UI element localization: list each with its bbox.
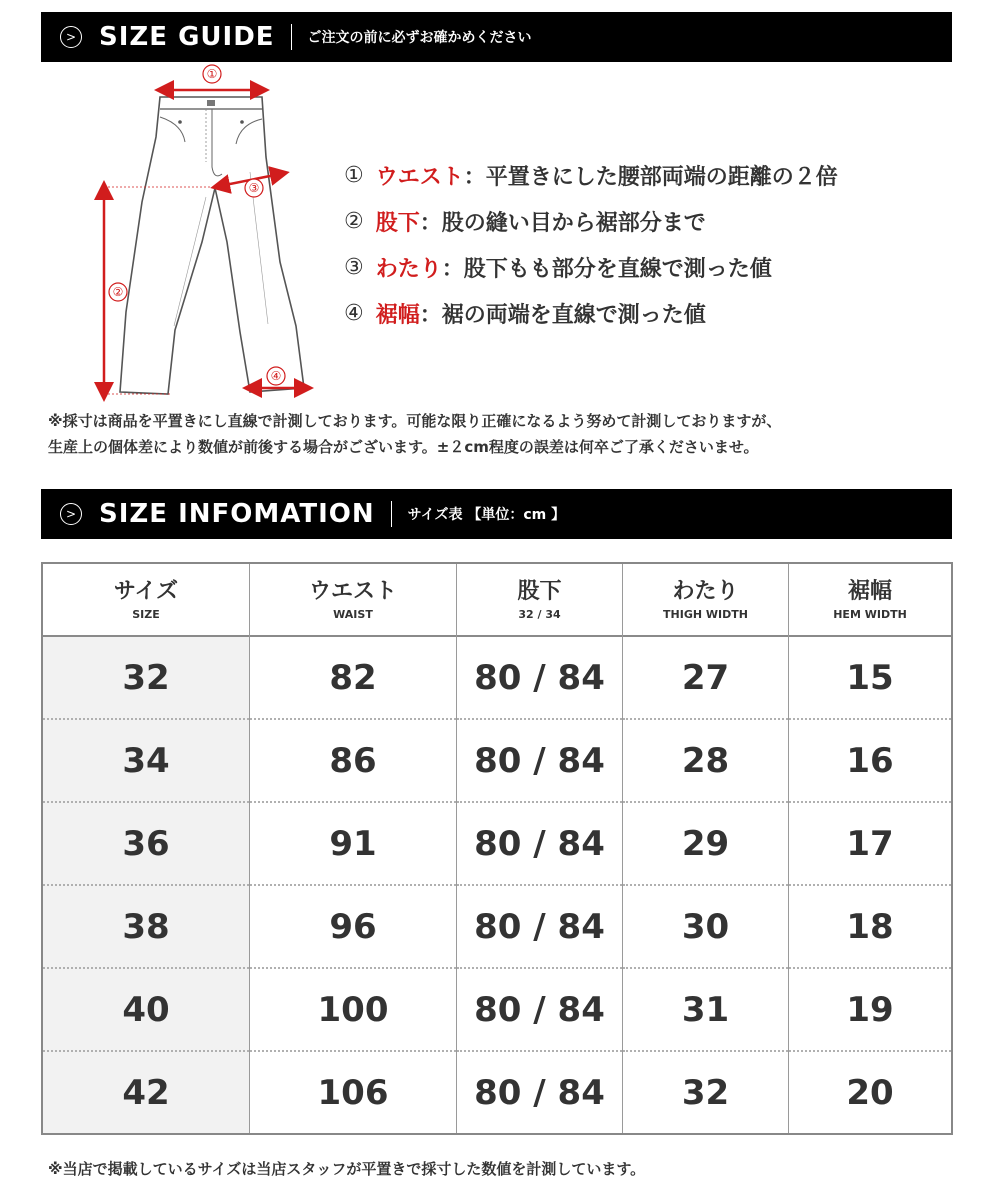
legend-item-waist	[344, 152, 838, 198]
rivet-1	[178, 120, 182, 124]
table-cell: 15	[789, 637, 951, 720]
legend-item-inseam	[344, 198, 838, 244]
table-cell: 42	[122, 1072, 170, 1113]
measurement-legend	[344, 152, 838, 336]
table-cell: 96	[250, 886, 456, 969]
table-cell: 18	[789, 886, 951, 969]
table-cell: 31	[623, 969, 788, 1052]
size-info-subtitle: サイズ表 【単位：cm 】	[407, 507, 566, 523]
table-cell: 17	[789, 803, 951, 886]
table-cell: 80 / 84	[457, 720, 622, 803]
table-cell: 30	[623, 886, 788, 969]
diagram-label-3: ③	[248, 181, 260, 195]
header-jp: ウエスト	[308, 578, 397, 604]
table-footnote: ※当店で掲載しているサイズは当店スタッフが平置きで採寸した数値を計測しています。	[48, 1160, 646, 1178]
banner-divider	[291, 24, 292, 50]
button	[207, 100, 215, 106]
table-cell: 91	[250, 803, 456, 886]
size-guide-title: SIZE GUIDE	[99, 22, 275, 52]
header-en: WAIST	[333, 607, 373, 621]
measurement-note-line-2: 生産上の個体差により数値が前後する場合がございます。±２cm程度の誤差は何卒ご了承くださいませ。	[48, 438, 759, 456]
table-cell: 20	[846, 1072, 894, 1113]
size-table	[41, 562, 953, 1135]
header-jp: サイズ	[113, 578, 179, 604]
table-cell: 80 / 84	[457, 803, 622, 886]
legend-term: わたり	[375, 256, 442, 282]
table-cell: 27	[623, 637, 788, 720]
header-jp: 股下	[517, 578, 562, 604]
size-guide-banner	[41, 12, 952, 62]
banner-divider	[391, 501, 392, 527]
legend-term: ウエスト	[375, 164, 464, 190]
legend-term: 股下	[375, 210, 420, 236]
table-cell: 80 / 84	[457, 969, 622, 1052]
table-cell: 82	[250, 637, 456, 720]
legend-number: ②	[344, 208, 364, 234]
table-cell: 34	[43, 720, 249, 803]
table-cell: 80 / 84	[457, 886, 622, 969]
table-cell: 19	[789, 969, 951, 1052]
header-en: 32 / 34	[518, 607, 561, 621]
table-cell: 32	[43, 637, 249, 720]
table-cell: 16	[789, 720, 951, 803]
chevron-right-circle-icon: >	[60, 26, 82, 48]
pants-diagram	[90, 62, 330, 404]
table-cell: 28	[623, 720, 788, 803]
column-header	[623, 564, 788, 637]
header-en: THIGH WIDTH	[663, 607, 748, 621]
size-info-title: SIZE INFOMATION	[99, 499, 375, 529]
header-jp: わたり	[672, 578, 739, 604]
column-header	[457, 564, 622, 637]
table-cell: 86	[250, 720, 456, 803]
table-cell: 40	[43, 969, 249, 1052]
table-cell: 32	[681, 1072, 730, 1113]
rivet-2	[240, 120, 244, 124]
size-guide-subtitle: ご注文の前に必ずお確かめください	[307, 30, 532, 46]
diagram-label-1: ①	[206, 67, 218, 81]
legend-description: ：裾の両端を直線で測った値	[419, 302, 706, 328]
column-header	[250, 564, 456, 637]
column-header	[43, 564, 249, 637]
table-cell: 36	[43, 803, 249, 886]
table-cell: 38	[43, 886, 249, 969]
table-cell: 29	[623, 803, 788, 886]
column-size	[43, 564, 249, 1133]
header-jp: 裾幅	[847, 578, 892, 604]
legend-number: ③	[344, 254, 364, 280]
diagram-label-4: ④	[270, 369, 282, 383]
table-cell: 100	[250, 969, 456, 1052]
legend-number: ①	[344, 162, 364, 188]
table-cell: 80 / 84	[457, 637, 622, 720]
diagram-label-2: ②	[112, 285, 124, 299]
column-hem-width	[788, 564, 951, 1133]
header-en: SIZE	[132, 607, 160, 621]
column-inseam	[456, 564, 622, 1133]
measurement-note-line-1: ※採寸は商品を平置きにし直線で計測しております。可能な限り正確になるよう努めて計測しておりますが、	[48, 412, 782, 430]
header-en: HEM WIDTH	[833, 607, 907, 621]
legend-item-hem	[344, 290, 838, 336]
legend-description: ：股の縫い目から裾部分まで	[419, 210, 706, 236]
legend-description: ：股下もも部分を直線で測った値	[441, 256, 772, 282]
legend-number: ④	[344, 300, 364, 326]
column-waist	[249, 564, 456, 1133]
column-header	[789, 564, 951, 637]
chevron-right-circle-icon: >	[60, 503, 82, 525]
size-info-banner	[41, 489, 952, 539]
legend-item-thigh	[344, 244, 838, 290]
table-cell: 106	[317, 1072, 389, 1113]
legend-description: ：平置きにした腰部両端の距離の２倍	[463, 164, 838, 190]
legend-term: 裾幅	[375, 302, 420, 328]
table-cell: 80 / 84	[474, 1072, 605, 1113]
column-thigh-width	[622, 564, 788, 1133]
